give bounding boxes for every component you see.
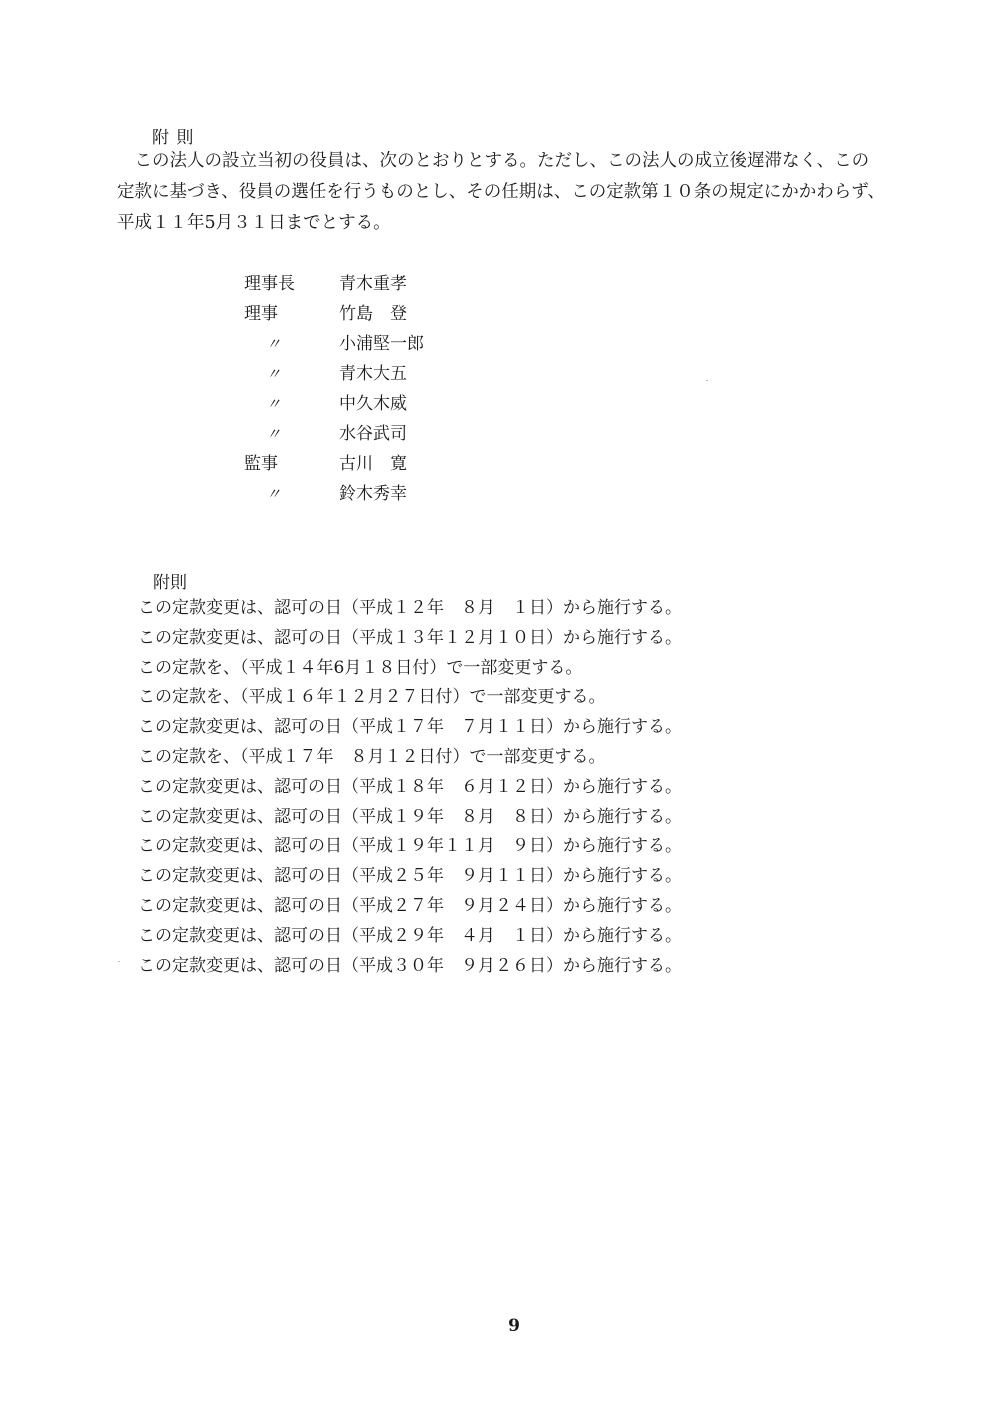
officer-name: 竹島 登 bbox=[339, 304, 407, 324]
amendment-list bbox=[138, 594, 682, 981]
officer-name: 小浦堅一郎 bbox=[339, 334, 424, 354]
officer-role-ditto: 〃 bbox=[266, 335, 282, 353]
supplementary-heading-1: 附 則 bbox=[152, 128, 195, 148]
officer-role-ditto: 〃 bbox=[266, 365, 282, 383]
amendment-line: この定款変更は、認可の日（平成２５年 ９月１１日）から施行する。 bbox=[138, 866, 682, 887]
amendment-line: この定款変更は、認可の日（平成３０年 ９月２６日）から施行する。 bbox=[138, 955, 682, 976]
paragraph-line: この法人の設立当初の役員は、次のとおりとする。ただし、この法人の成立後遅滞なく、この bbox=[117, 151, 870, 171]
scan-speck bbox=[118, 961, 120, 962]
amendment-line: この定款を、（平成１４年6月１８日付）で一部変更する。 bbox=[138, 657, 583, 678]
officer-role-ditto: 〃 bbox=[266, 395, 282, 413]
officer-name: 鈴木秀幸 bbox=[339, 484, 407, 504]
officer-role: 理事長 bbox=[244, 274, 295, 294]
officer-name: 古川 寛 bbox=[339, 454, 407, 474]
officer-name: 中久木威 bbox=[339, 394, 407, 414]
officer-role-ditto: 〃 bbox=[266, 485, 282, 503]
amendment-line: この定款変更は、認可の日（平成１２年 ８月 １日）から施行する。 bbox=[138, 598, 682, 618]
paragraph-line: 定款に基づき、役員の選任を行うものとし、その任期は、この定款第１０条の規定にかかわらず、 bbox=[117, 182, 885, 202]
officer-name: 青木大五 bbox=[339, 364, 407, 384]
amendment-line: この定款変更は、認可の日（平成２７年 ９月２４日）から施行する。 bbox=[138, 895, 682, 916]
amendment-line: この定款変更は、認可の日（平成１９年１１月 ９日）から施行する。 bbox=[138, 836, 682, 857]
page-number: 9 bbox=[508, 1316, 520, 1336]
officer-role: 監事 bbox=[244, 454, 278, 474]
amendment-line: この定款変更は、認可の日（平成１３年１２月１０日）から施行する。 bbox=[138, 627, 682, 648]
officer-name: 水谷武司 bbox=[339, 424, 407, 444]
officer-role-ditto: 〃 bbox=[266, 425, 282, 443]
amendment-line: この定款変更は、認可の日（平成１９年 ８月 ８日）から施行する。 bbox=[138, 806, 682, 827]
amendment-line: この定款を、（平成１６年１２月２７日付）で一部変更する。 bbox=[138, 687, 606, 708]
supplementary-heading-2: 附則 bbox=[153, 573, 187, 593]
officer-name: 青木重孝 bbox=[339, 274, 407, 294]
amendment-line: この定款変更は、認可の日（平成２９年 ４月 １日）から施行する。 bbox=[138, 925, 682, 946]
amendment-line: この定款を、（平成１７年 ８月１２日付）で一部変更する。 bbox=[138, 746, 606, 767]
paragraph-line: 平成１１年5月３１日までとする。 bbox=[117, 213, 391, 233]
amendment-line: この定款変更は、認可の日（平成１８年 ６月１２日）から施行する。 bbox=[138, 776, 682, 797]
officer-role: 理事 bbox=[244, 304, 278, 324]
founding-officers-paragraph bbox=[117, 146, 917, 239]
amendment-line: この定款変更は、認可の日（平成１７年 ７月１１日）から施行する。 bbox=[138, 717, 682, 738]
scan-speck bbox=[706, 380, 708, 381]
